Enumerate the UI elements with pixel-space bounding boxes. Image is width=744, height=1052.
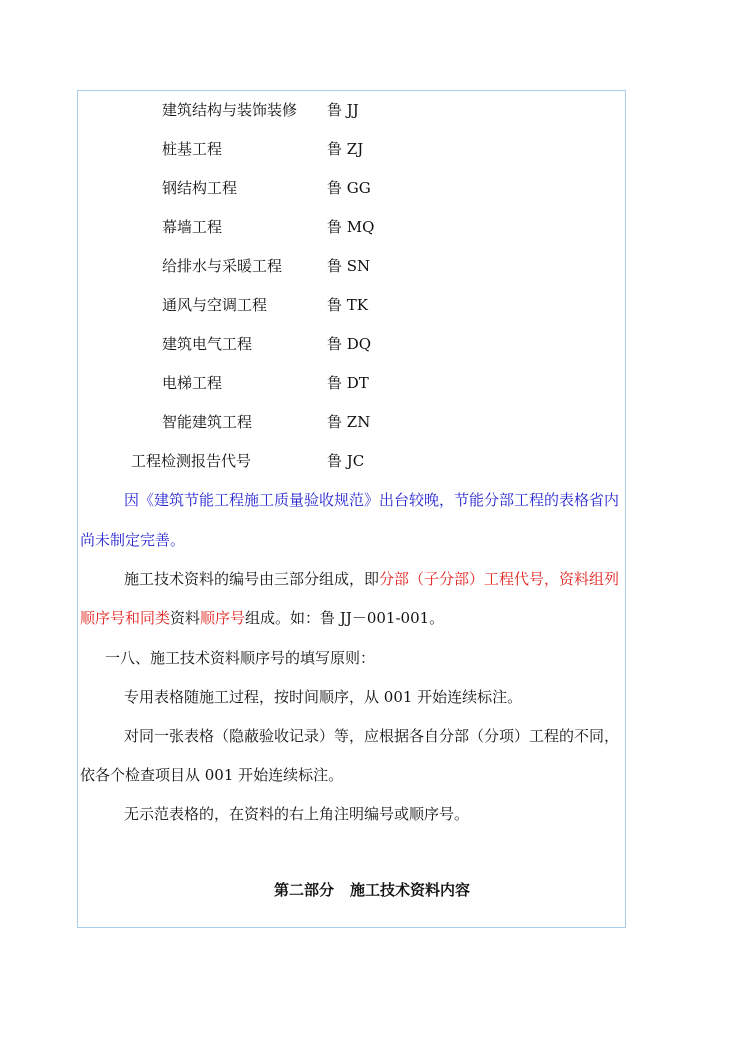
code-name: 幕墙工程 — [162, 218, 223, 236]
code-name: 通风与空调工程 — [162, 296, 268, 314]
code-value: 鲁 TK — [327, 296, 368, 314]
numbering-line-1 — [124, 568, 668, 590]
code-name: 电梯工程 — [162, 374, 223, 392]
code-value: 鲁 JJ — [327, 101, 359, 119]
rule-2-line-1: 对同一张表格（隐蔽验收记录）等，应根据各自分部（分项）工程的不同， — [124, 727, 620, 745]
numbering-highlight: 分部（子分部）工程代号，资料组列 — [379, 570, 620, 588]
code-name: 建筑结构与装饰装修 — [162, 101, 298, 119]
code-value: 鲁 GG — [327, 179, 371, 197]
numbering-highlight: 顺序号和同类 — [80, 609, 171, 627]
rule-2-line-2: 依各个检查项目从 001 开始连续标注。 — [80, 766, 344, 784]
numbering-highlight: 顺序号 — [200, 609, 246, 627]
code-name: 智能建筑工程 — [162, 413, 253, 431]
rule-3: 无示范表格的，在资料的右上角注明编号或顺序号。 — [124, 805, 470, 823]
part-number: 第二部分 — [273, 881, 334, 899]
note-line-2: 尚未制定完善。 — [80, 531, 186, 549]
rule-1: 专用表格随施工过程，按时间顺序，从 001 开始连续标注。 — [124, 688, 523, 706]
code-name: 钢结构工程 — [162, 179, 238, 197]
section-title: 一八、施工技术资料顺序号的填写原则： — [105, 649, 376, 667]
code-value: 鲁 JC — [327, 452, 365, 470]
code-value: 鲁 ZN — [327, 413, 371, 431]
numbering-line-2 — [80, 607, 624, 629]
code-name: 给排水与采暖工程 — [162, 257, 283, 275]
note-line-1: 因《建筑节能工程施工质量验收规范》出台较晚，节能分部工程的表格省内 — [124, 491, 620, 509]
numbering-text: 组成。如：鲁 JJ－001-001。 — [245, 609, 445, 627]
code-value: 鲁 DT — [327, 374, 369, 392]
code-name: 建筑电气工程 — [162, 335, 253, 353]
part-heading — [0, 879, 744, 901]
numbering-text: 施工技术资料的编号由三部分组成，即 — [124, 570, 380, 588]
code-value: 鲁 SN — [327, 257, 371, 275]
code-value: 鲁 ZJ — [327, 140, 364, 158]
part-title: 施工技术资料内容 — [350, 881, 471, 899]
code-name: 工程检测报告代号 — [131, 452, 252, 470]
numbering-text: 资料 — [170, 609, 201, 627]
code-name: 桩基工程 — [162, 140, 223, 158]
code-value: 鲁 DQ — [327, 335, 372, 353]
code-value: 鲁 MQ — [327, 218, 375, 236]
